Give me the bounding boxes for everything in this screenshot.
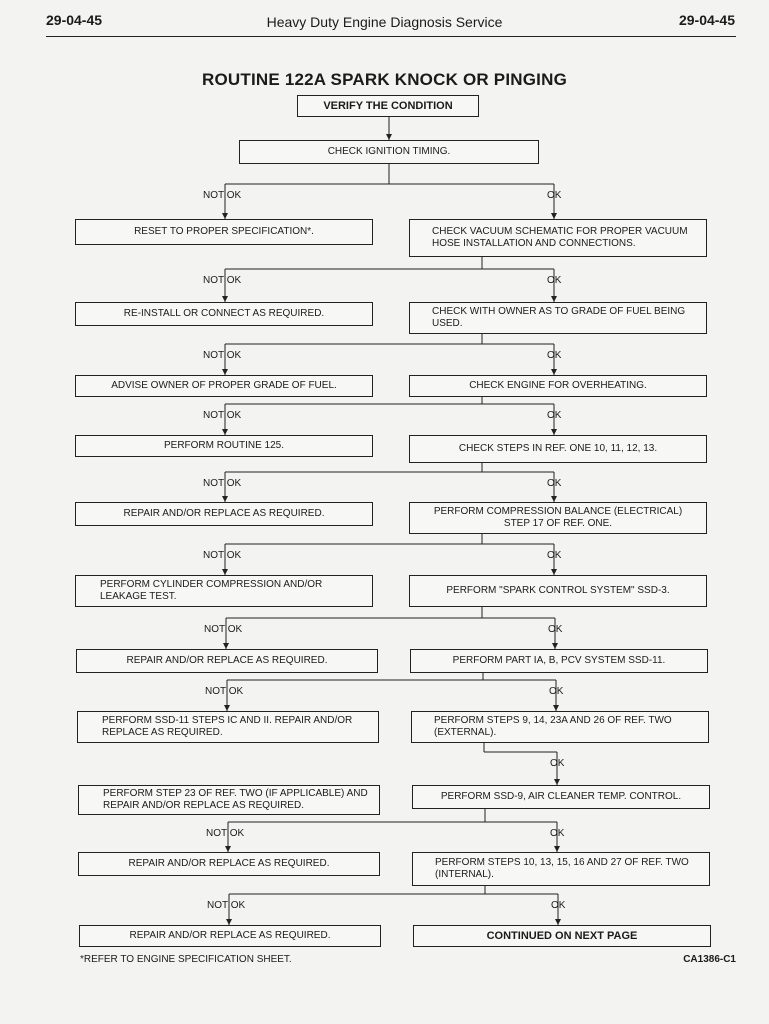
not-ok-label: NOT OK	[203, 350, 242, 361]
ok-label: OK	[550, 828, 565, 839]
left-step-box: REPAIR AND/OR REPLACE AS REQUIRED.	[76, 649, 378, 673]
right-step-box: CHECK WITH OWNER AS TO GRADE OF FUEL BEING USED.	[409, 302, 707, 334]
ok-label: OK	[547, 275, 562, 286]
right-step-box: CHECK ENGINE FOR OVERHEATING.	[409, 375, 707, 397]
left-step-box: PERFORM ROUTINE 125.	[75, 435, 373, 457]
left-step-box: PERFORM CYLINDER COMPRESSION AND/OR LEAKAGE TEST.	[75, 575, 373, 607]
right-step-box: CONTINUED ON NEXT PAGE	[413, 925, 711, 947]
right-step-box: CHECK STEPS IN REF. ONE 10, 11, 12, 13.	[409, 435, 707, 463]
routine-title: ROUTINE 122A SPARK KNOCK OR PINGING	[202, 70, 567, 89]
left-step-box: PERFORM STEP 23 OF REF. TWO (IF APPLICABLE) AND REPAIR AND/OR REPLACE AS REQUIRED.	[78, 785, 380, 815]
left-step-box: ADVISE OWNER OF PROPER GRADE OF FUEL.	[75, 375, 373, 397]
footnote: *REFER TO ENGINE SPECIFICATION SHEET.	[80, 954, 292, 965]
ok-label: OK	[547, 190, 562, 201]
ok-label: OK	[549, 686, 564, 697]
section-title: Heavy Duty Engine Diagnosis Service	[266, 14, 503, 30]
left-step-box: REPAIR AND/OR REPLACE AS REQUIRED.	[78, 852, 380, 876]
not-ok-label: NOT OK	[204, 624, 243, 635]
left-step-box: PERFORM SSD-11 STEPS IC AND II. REPAIR AND/OR REPLACE AS REQUIRED.	[77, 711, 379, 743]
right-step-box: CHECK VACUUM SCHEMATIC FOR PROPER VACUUM HOSE INSTALLATION AND CONNECTIONS.	[409, 219, 707, 257]
not-ok-label: NOT OK	[206, 828, 245, 839]
ok-label: OK	[547, 550, 562, 561]
right-step-box: PERFORM PART IA, B, PCV SYSTEM SSD-11.	[410, 649, 708, 673]
not-ok-label: NOT OK	[203, 550, 242, 561]
ok-label: OK	[547, 410, 562, 421]
not-ok-label: NOT OK	[203, 190, 242, 201]
right-step-box: PERFORM "SPARK CONTROL SYSTEM" SSD-3.	[409, 575, 707, 607]
left-step-box: REPAIR AND/OR REPLACE AS REQUIRED.	[79, 925, 381, 947]
left-step-box: REPAIR AND/OR REPLACE AS REQUIRED.	[75, 502, 373, 526]
not-ok-label: NOT OK	[203, 478, 242, 489]
ok-label: OK	[550, 758, 565, 769]
left-step-box: RESET TO PROPER SPECIFICATION*.	[75, 219, 373, 245]
page-number-right: 29-04-45	[678, 12, 735, 28]
figure-code: CA1386-C1	[683, 954, 736, 965]
not-ok-label: NOT OK	[207, 900, 246, 911]
ok-label: OK	[547, 478, 562, 489]
left-step-box: RE-INSTALL OR CONNECT AS REQUIRED.	[75, 302, 373, 326]
check-timing-box: CHECK IGNITION TIMING.	[239, 140, 539, 164]
right-step-box: PERFORM STEPS 9, 14, 23A AND 26 OF REF. TWO (EXTERNAL).	[411, 711, 709, 743]
right-step-box: PERFORM SSD-9, AIR CLEANER TEMP. CONTROL.	[412, 785, 710, 809]
ok-label: OK	[551, 900, 566, 911]
ok-label: OK	[547, 350, 562, 361]
page-number-left: 29-04-45	[46, 12, 103, 28]
right-step-box: PERFORM COMPRESSION BALANCE (ELECTRICAL) STEP 17 OF REF. ONE.	[409, 502, 707, 534]
verify-box: VERIFY THE CONDITION	[297, 95, 479, 117]
not-ok-label: NOT OK	[203, 275, 242, 286]
not-ok-label: NOT OK	[203, 410, 242, 421]
ok-label: OK	[548, 624, 563, 635]
not-ok-label: NOT OK	[205, 686, 244, 697]
right-step-box: PERFORM STEPS 10, 13, 15, 16 AND 27 OF REF. TWO (INTERNAL).	[412, 852, 710, 886]
